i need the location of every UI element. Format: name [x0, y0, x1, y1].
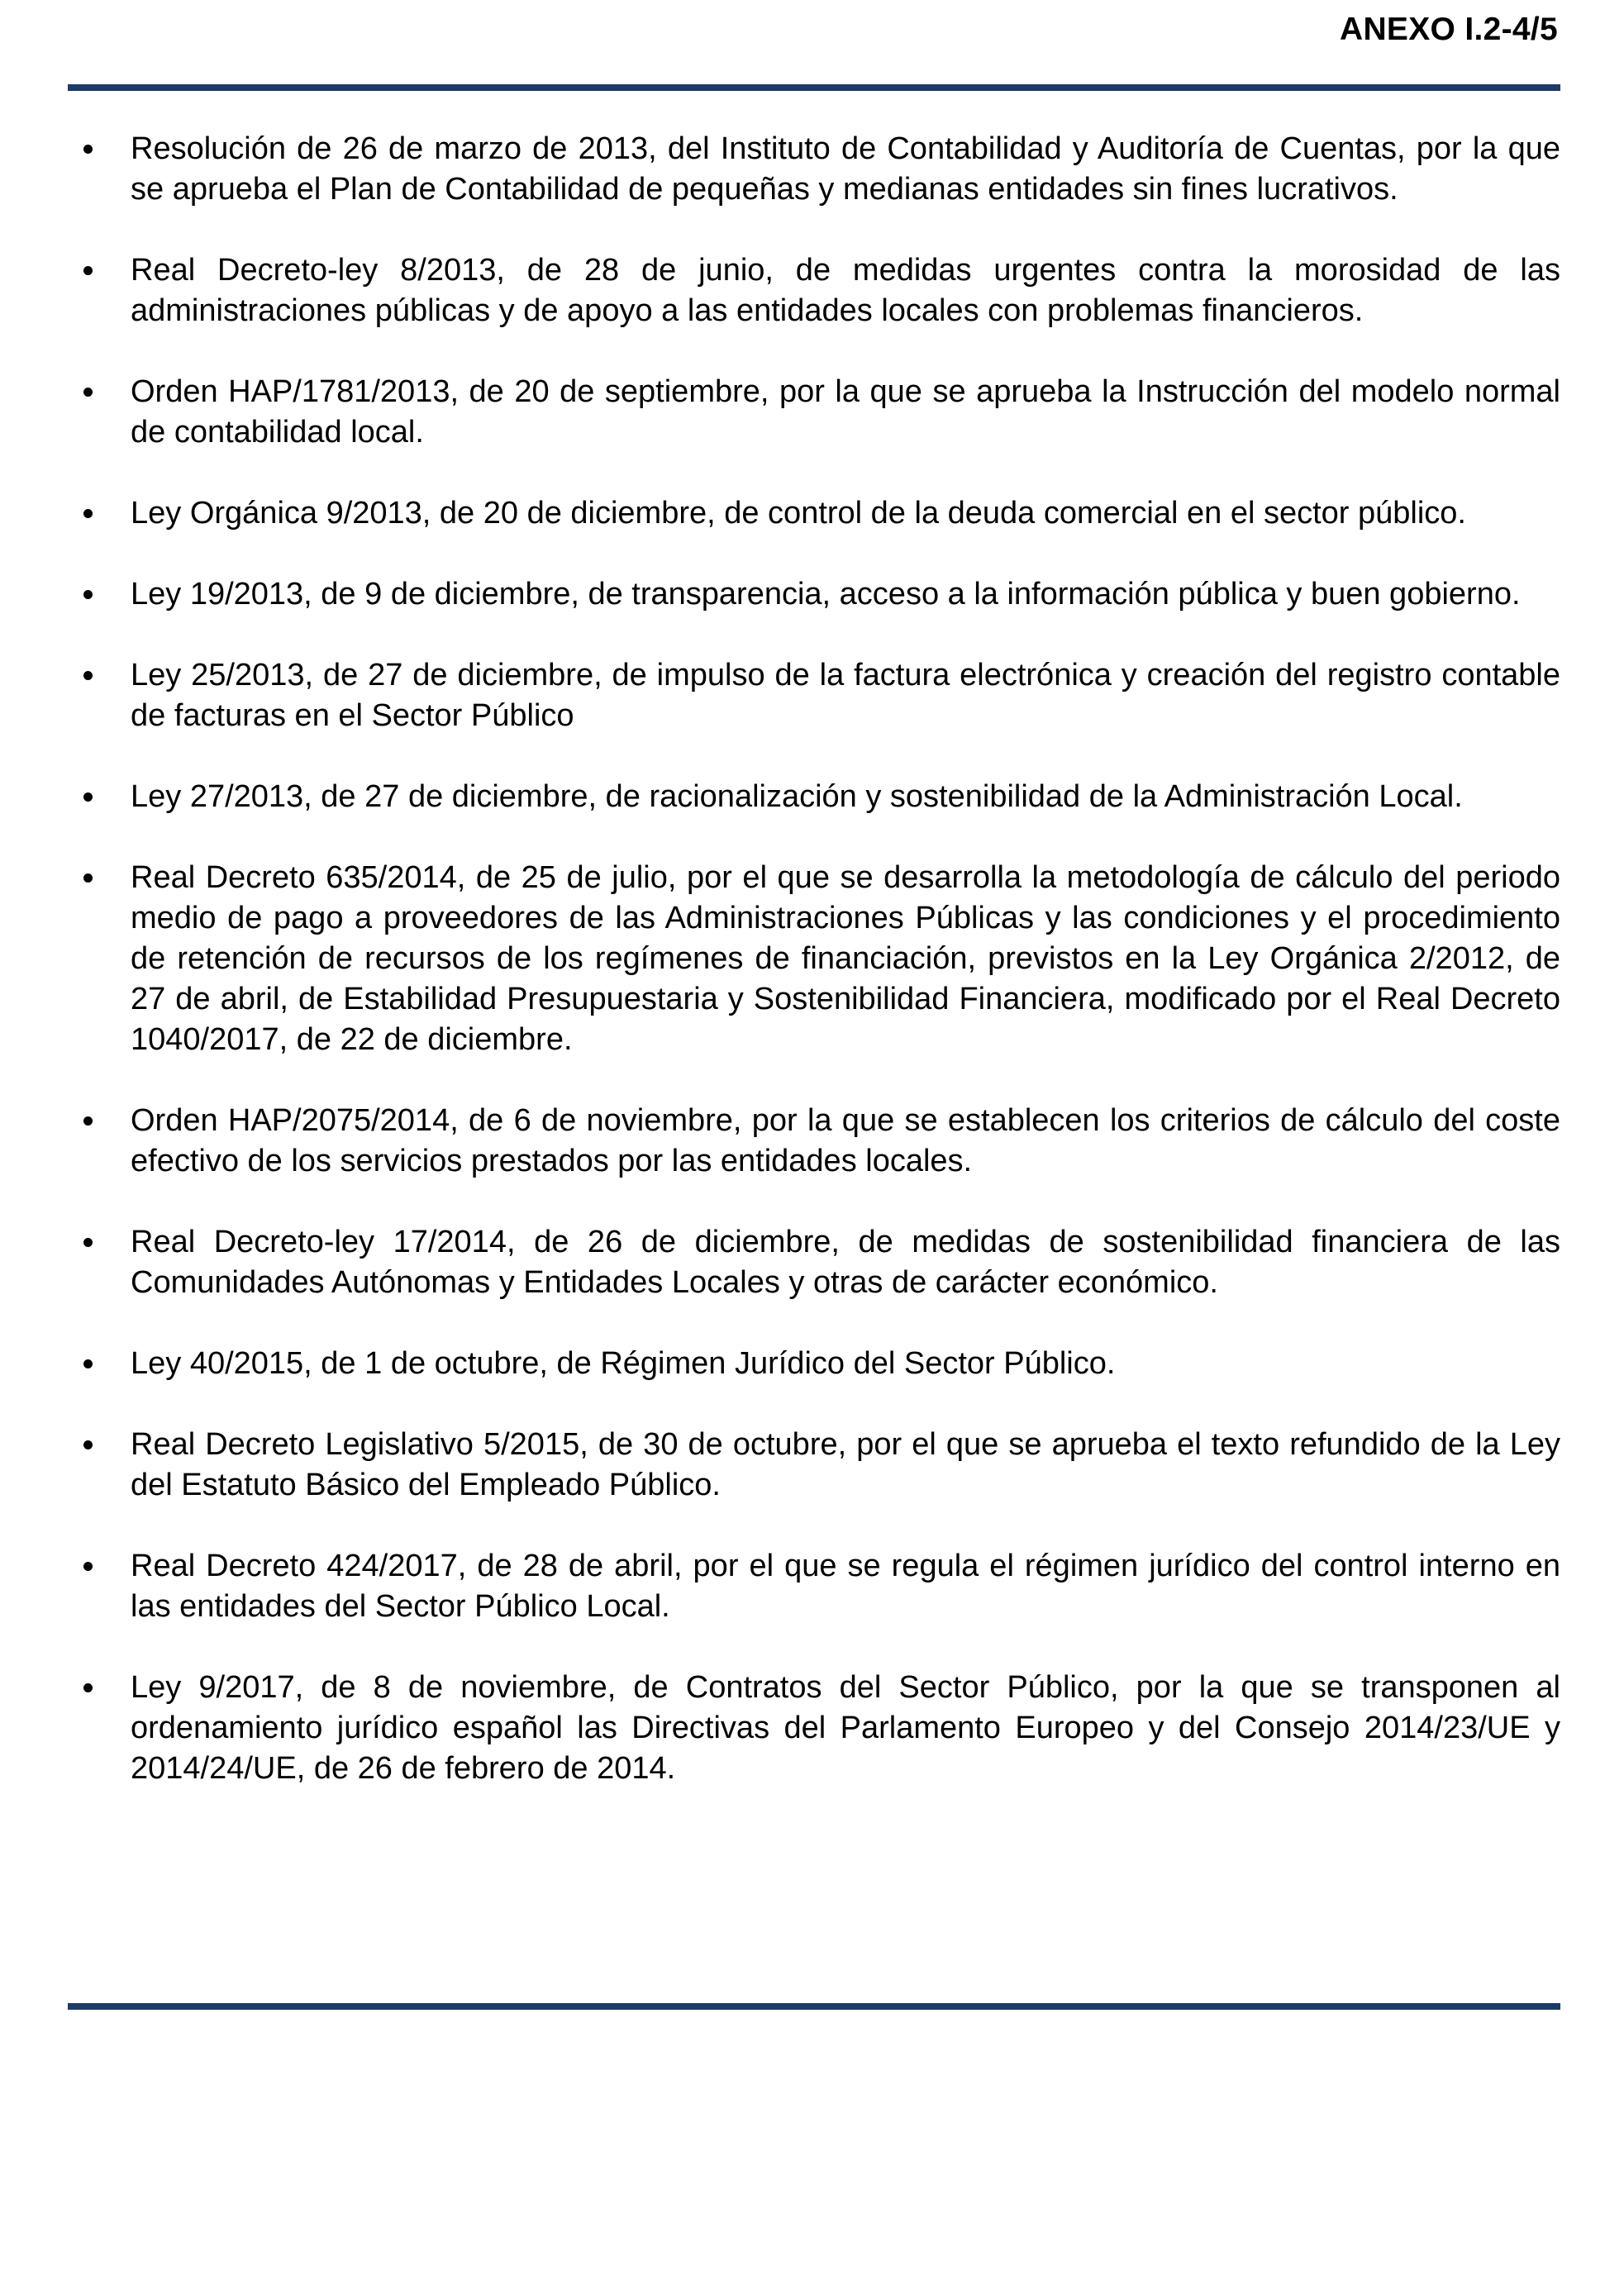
bullet-icon: [83, 1683, 93, 1692]
list-item-text: Ley 9/2017, de 8 de noviembre, de Contratos del Sector Público, por la que se transponen al ordenamiento jurídico español las Directivas del Parlamento Europeo y del Consejo 2014/23/UE y 2014/24/UE, de 26 de febrero de 2014.: [131, 1670, 1560, 1786]
list-item-text: Real Decreto-ley 8/2013, de 28 de junio, de medidas urgentes contra la morosidad de las administraciones públicas y de apoyo a las entidades locales con problemas financieros.: [131, 253, 1560, 328]
legislation-list: [68, 129, 1560, 1830]
list-item-text: Ley 25/2013, de 27 de diciembre, de impulso de la factura electrónica y creación del registro contable de facturas en el Sector Público: [131, 658, 1560, 733]
list-item: [68, 574, 1560, 615]
list-item: [68, 1101, 1560, 1182]
list-item: [68, 858, 1560, 1060]
bullet-icon: [83, 671, 93, 680]
list-item-text: Orden HAP/2075/2014, de 6 de noviembre, por la que se establecen los criterios de cálculo del coste efectivo de los servicios prestados por las entidades locales.: [131, 1103, 1560, 1178]
list-item: [68, 1425, 1560, 1506]
list-item-text: Ley 40/2015, de 1 de octubre, de Régimen Jurídico del Sector Público.: [131, 1346, 1116, 1381]
bullet-icon: [83, 1440, 93, 1449]
list-item-text: Ley Orgánica 9/2013, de 20 de diciembre, de control de la deuda comercial en el sector público.: [131, 496, 1466, 531]
list-item: [68, 1222, 1560, 1303]
top-divider: [68, 84, 1560, 91]
list-item: [68, 250, 1560, 331]
list-item-text: Ley 27/2013, de 27 de diciembre, de racionalización y sostenibilidad de la Administración Local.: [131, 779, 1463, 814]
bullet-icon: [83, 266, 93, 275]
bullet-icon: [83, 792, 93, 802]
list-item: [68, 777, 1560, 817]
bullet-icon: [83, 1562, 93, 1571]
list-item-text: Real Decreto 424/2017, de 28 de abril, por el que se regula el régimen jurídico del control interno en las entidades del Sector Público Local.: [131, 1549, 1560, 1624]
list-item: [68, 1668, 1560, 1789]
list-item-text: Real Decreto 635/2014, de 25 de julio, por el que se desarrolla la metodología de cálculo del periodo medio de pago a proveedores de las Administraciones Públicas y las condiciones y el procedimiento de retención de recursos de los regímenes de financiación, previstos en la Ley Orgánica 2/2012, de 27 de abril, de Estabilidad Presupuestaria y Sostenibilidad Financiera, modificado por el Real Decreto 1040/2017, de 22 de diciembre.: [131, 860, 1560, 1057]
list-item: [68, 1546, 1560, 1627]
bullet-icon: [83, 1359, 93, 1368]
list-item-text: Orden HAP/1781/2013, de 20 de septiembre, por la que se aprueba la Instrucción del modelo normal de contabilidad local.: [131, 374, 1560, 450]
bullet-icon: [83, 145, 93, 154]
list-item: [68, 129, 1560, 210]
list-item-text: Real Decreto Legislativo 5/2015, de 30 de octubre, por el que se aprueba el texto refundido de la Ley del Estatuto Básico del Empleado Público.: [131, 1427, 1560, 1502]
bullet-icon: [83, 1116, 93, 1126]
list-item-text: Real Decreto-ley 17/2014, de 26 de diciembre, de medidas de sostenibilidad financiera de las Comunidades Autónomas y Entidades Locales y otras de carácter económico.: [131, 1225, 1560, 1300]
bullet-icon: [83, 1238, 93, 1247]
list-item: [68, 372, 1560, 453]
list-item-text: Ley 19/2013, de 9 de diciembre, de transparencia, acceso a la información pública y buen gobierno.: [131, 577, 1521, 612]
annex-label: ANEXO I.2-4/5: [1340, 12, 1558, 47]
bottom-divider: [68, 2003, 1560, 2010]
list-item: [68, 493, 1560, 534]
bullet-icon: [83, 509, 93, 518]
bullet-icon: [83, 590, 93, 599]
bullet-icon: [83, 873, 93, 883]
list-item: [68, 1344, 1560, 1384]
bullet-icon: [83, 388, 93, 397]
list-item-text: Resolución de 26 de marzo de 2013, del Instituto de Contabilidad y Auditoría de Cuentas, por la que se aprueba el Plan de Contabilidad de pequeñas y medianas entidades sin fines lucrativos.: [131, 131, 1560, 207]
list-item: [68, 655, 1560, 736]
